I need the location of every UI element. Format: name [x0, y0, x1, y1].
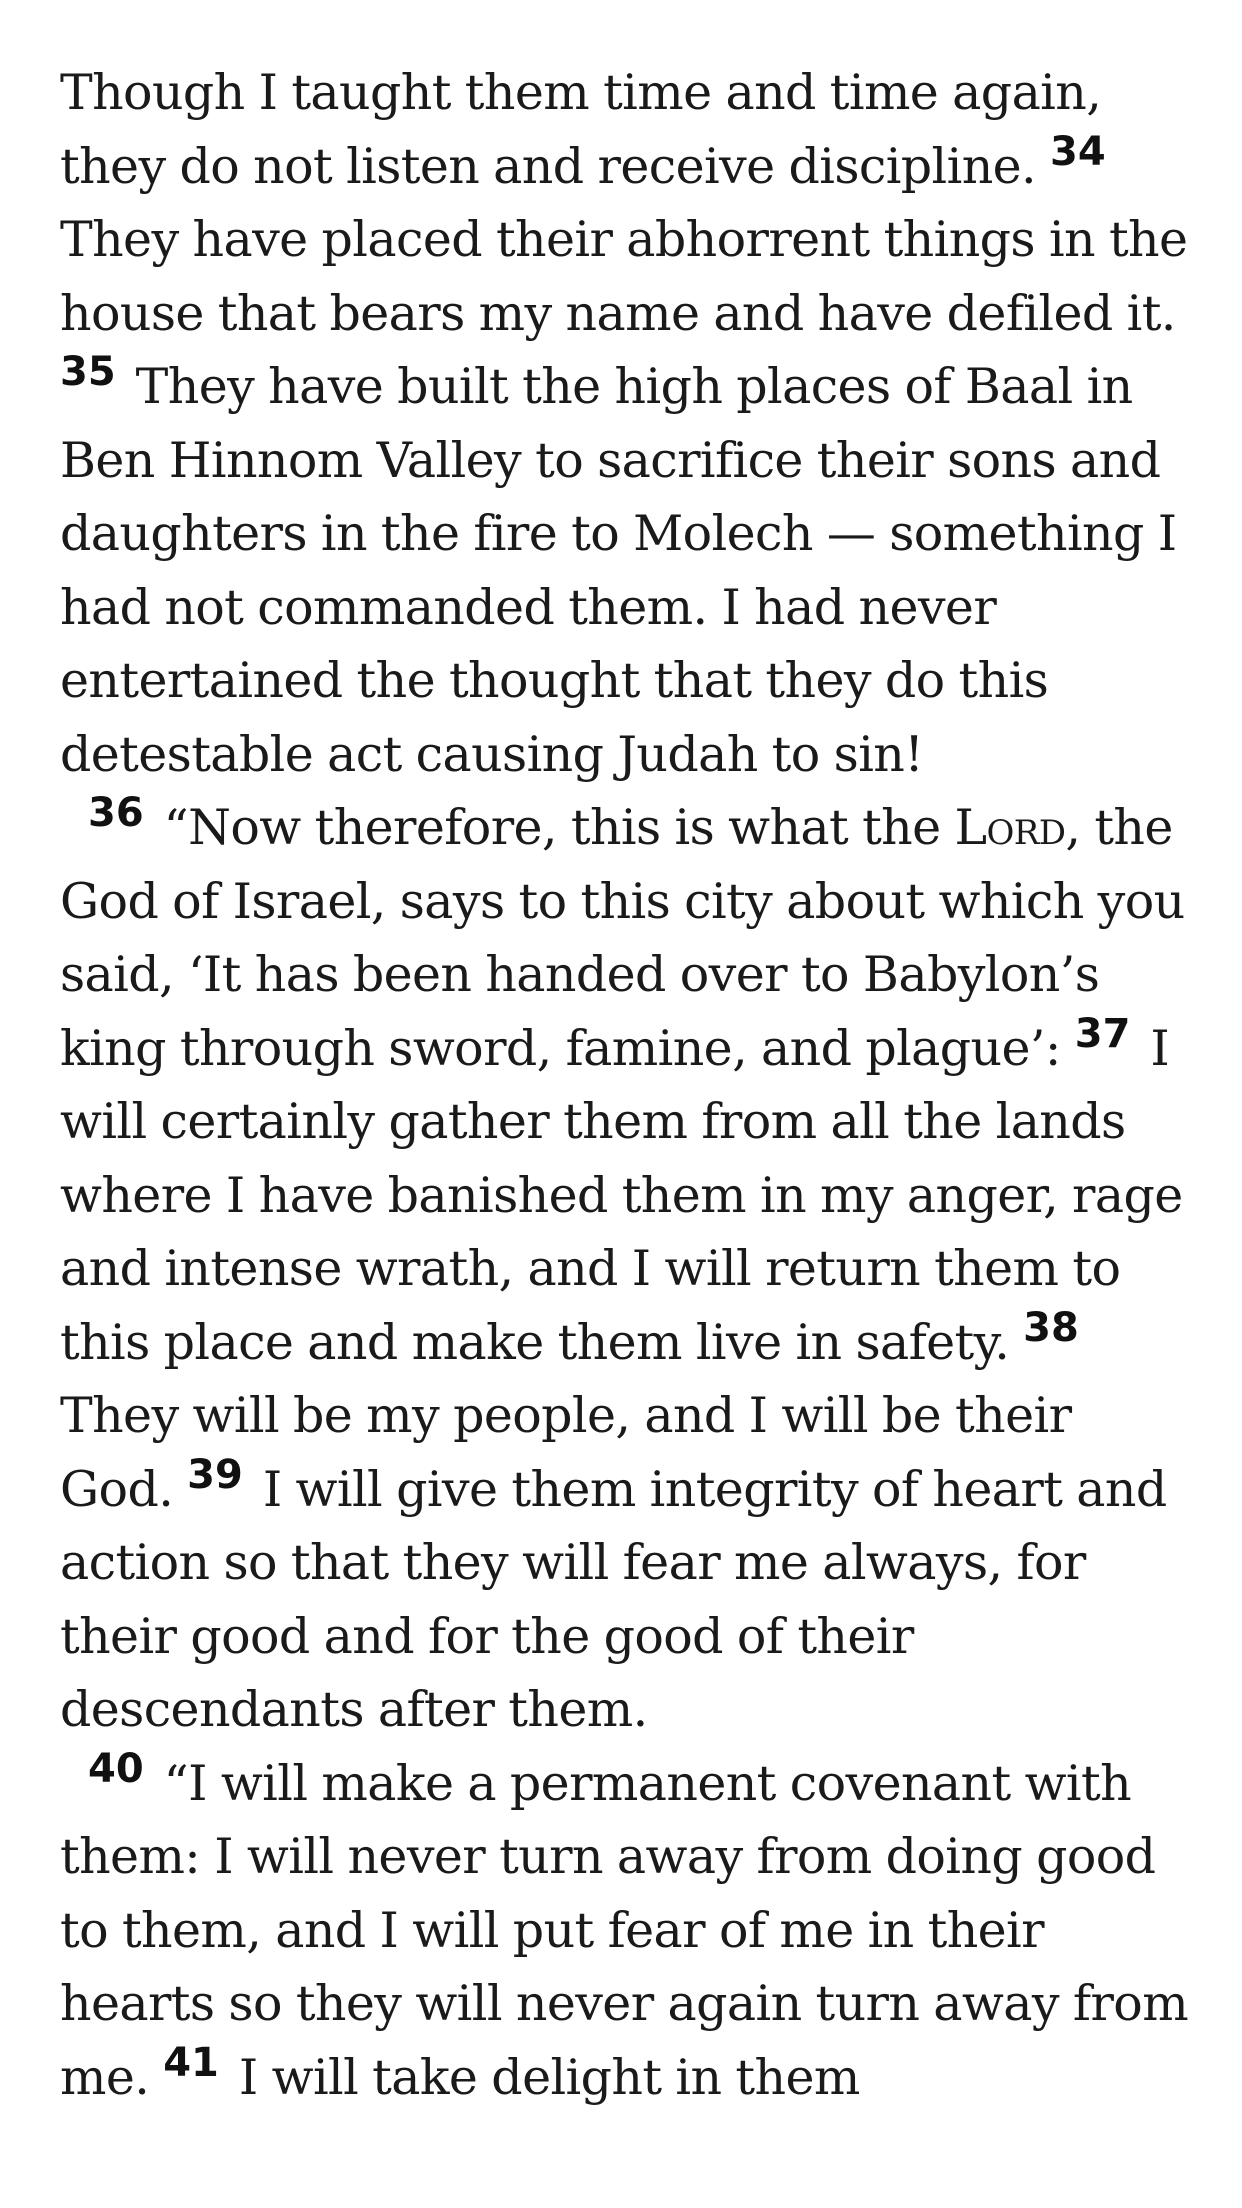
verse-text: “Now therefore, this is what the	[163, 799, 955, 856]
verse-text: I will certainly gather them from all the lands where I have banished them in my anger, rage and intense wrath, and I will return them to this place and make them live in safety.	[60, 1019, 1183, 1371]
verse-number-36[interactable]: 36	[88, 790, 144, 836]
verse-number-38[interactable]: 38	[1023, 1304, 1079, 1351]
verse-number-35[interactable]: 35	[60, 349, 116, 395]
verse-number-34[interactable]: 34	[1050, 128, 1106, 175]
reading-pane[interactable]	[60, 56, 1190, 2114]
verse-text: , the God of Israel, says to this city about which you said, ‘It has been handed over to Babylon’s king through sword, famine, and plague’:	[60, 799, 1185, 1077]
paragraph-1	[60, 56, 1190, 791]
verse-text: I will take delight in them	[238, 2048, 860, 2106]
verse-text: “I will make a permanent covenant with them: I will never turn away from doing good to them, and I will put fear of me in their hearts so they will never again turn away from me.	[60, 1754, 1189, 2106]
verse-number-40[interactable]: 40	[88, 1745, 144, 1792]
paragraph-2	[60, 791, 1190, 1747]
divine-name-smallcaps: Lord	[954, 799, 1066, 856]
verse-text: They have built the high places of Baal in Ben Hinnom Valley to sacrifice their sons and daughters in the fire to Molech — something I had not commanded them. I had never entertained the thought that they do this detestable act causing Judah to sin!	[60, 358, 1177, 783]
verse-text: Though I taught them time and time again, they do not listen and receive discipline.	[60, 64, 1102, 195]
verse-text: I will give them integrity of heart and action so that they will fear me always, for their good and for the good of their descendants after them.	[60, 1460, 1167, 1738]
paragraph-3	[60, 1747, 1190, 2115]
verse-text: They have placed their abhorrent things in the house that bears my name and have defiled it.	[60, 211, 1188, 342]
verse-text: They will be my people, and I will be their God.	[60, 1387, 1072, 1518]
verse-number-39[interactable]: 39	[187, 1451, 243, 1498]
verse-number-41[interactable]: 41	[163, 2039, 219, 2086]
verse-number-37[interactable]: 37	[1074, 1010, 1131, 1057]
